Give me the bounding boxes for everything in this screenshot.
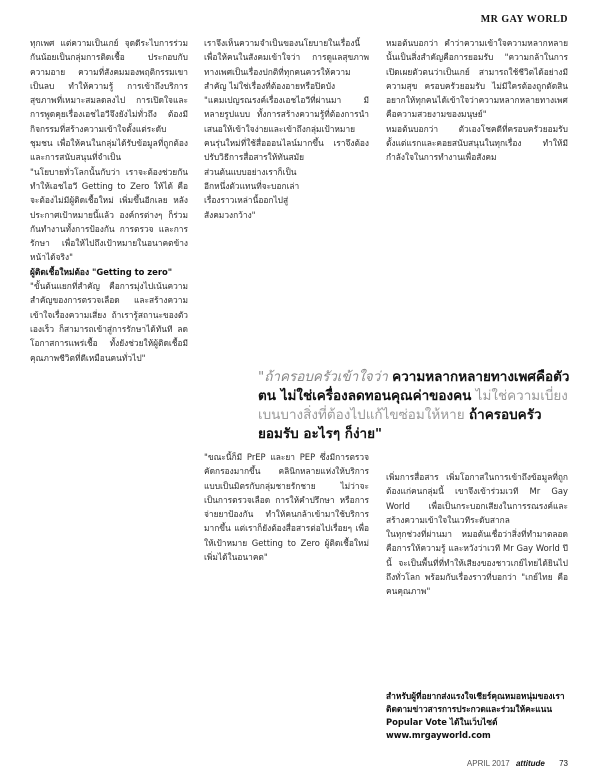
paragraph: ในทุกช่วงที่ผ่านมา หมอต้นเชื่อว่าสิ่งที่ทำมาตลอดคือการให้ความรู้ และหวังว่าเวที Mr Gay World ปีนี้ จะเป็นพื้นที่ที่ทำให้เสียงของชาวเกย์ไทยได้ยินไปถึงทั่วโลก พร้อมกับเรื่องราวที่บอกว่า "เกย์ไทย คือคนคุณภาพ" — [386, 529, 568, 597]
subheading: ผู้ติดเชื้อใหม่ต้อง "Getting to zero" — [30, 266, 173, 277]
paragraph: "ขั้นต้นแยกที่สำคัญ คือการมุ่งไปเน้นความสำคัญของการตรวจเลือด และสร้างความเข้าใจเรื่องความเสี่ยง ถ้าเรารู้สถานะของตัวเองเร็ว ก็สามารถเข้าสู่การรักษาได้ทันที ลดโอกาสการแพร่เชื้อ ทั้งยังช่วยให้ผู้ติดเชื้อมีคุณภาพชีวิตที่ดีเหมือนคนทั่วไป" — [30, 281, 188, 363]
text-column-3-lower — [386, 470, 568, 599]
paragraph: หมอต้นบอกว่า ตัวเองโชคดีที่ครอบครัวยอมรับตั้งแต่แรกและคอยสนับสนุนในทุกเรื่อง ทำให้มีกำลังใจในการทำงานเพื่อสังคม — [386, 123, 568, 163]
website-link[interactable]: www.mrgayworld.com — [386, 730, 491, 740]
paragraph: "แคมเปญรณรงค์เรื่องเอชไอวีที่ผ่านมา มีหลายรูปแบบ ทั้งการสร้างความรู้ที่ต้องการนำเสนอให้เข้าใจง่ายและเข้าถึงกลุ่มเป้าหมาย คนรุ่นใหม่ที่ใช้สื่อออนไลน์มากขึ้น เราจึงต้องปรับวิธีการสื่อสารให้ทันสมัย — [204, 95, 369, 163]
pull-quote-light: ไม่ใช่ความเบี่ยงเบนบางสิ่งที่ต้องไปแก้ไขซ่อมให้หาย — [258, 388, 568, 423]
paragraph: เพิ่มการสื่อสาร เพิ่มโอกาสในการเข้าถึงข้อมูลที่ถูกต้องแก่คนกลุ่มนี้ เขาจึงเข้าร่วมเวที Mr Gay World เพื่อเป็นกระบอกเสียงในการรณรงค์และสร้างความเข้าใจในเวทีระดับสากล — [386, 472, 568, 525]
paragraph: "ขณะนี้ก็มี PrEP และยา PEP ซึ่งมีการตรวจคัดกรองมากขึ้น คลินิกหลายแห่งให้บริการแบบเป็นมิตรกับกลุ่มชายรักชาย ไม่ว่าจะเป็นการตรวจเลือด การให้คำปรึกษา หรือการจ่ายยาป้องกัน ทำให้คนกล้าเข้ามาใช้บริการมากขึ้น แต่เราก็ยังต้องสื่อสารต่อไปเรื่อยๆ เพื่อให้เป้าหมาย Getting to Zero ผู้ติดเชื้อใหม่เพิ่มได้ในอนาคต" — [204, 452, 369, 563]
text-column-2 — [204, 36, 369, 222]
pull-quote-emphasis: ความหลากหลายทางเพศคือตัวตน ไม่ใช่เครื่องลดทอนคุณค่าของคน — [258, 369, 570, 404]
pull-quote-closing: ถ้าครอบครัวยอมรับ อะไรๆ ก็ง่าย" — [258, 407, 542, 442]
text-column-3 — [386, 36, 568, 165]
paragraph: ทุกเพศ แต่ความเป็นเกย์ จุดดีระไบการร่วมกันน้อยเป็นกลุ่มการติดเชื้อ ประกอบกับความอาย ความที่สังคมมองพฤติกรรมเขาเป็นลบ ทำให้ความรู้ การเข้าถึงบริการสุขภาพที่เหมาะสมลดลงไป การเปิดใจและการพูดคุยเรื่องเอชไอวีจึงยังไม่ทั่วถึง ต้องมีกิจกรรมที่สร้างความเข้าใจตั้งแต่ระดับชุมชน เพื่อให้คนในกลุ่มได้รับข้อมูลที่ถูกต้องและการสนับสนุนที่จำเป็น — [30, 38, 188, 163]
pull-quote — [258, 368, 576, 444]
section-header: MR GAY WORLD — [480, 14, 568, 25]
paragraph: "นโยบายทั่วโลกนั้นกับว่า เราจะต้องช่วยกันทำให้เอชไอวี Getting to Zero ให้ได้ คือจะต้องไม่มีผู้ติดเชื้อใหม่ เพิ่มขึ้นอีกเลย หลังประกาศเป้าหมายนี้แล้ว องค์กรต่างๆ ก็ร่วมกันทำงานทั้งการป้องกัน การตรวจ และการรักษา เพื่อให้ไปถึงเป้าหมายในอนาคตข้างหน้าได้จริง" — [30, 166, 188, 263]
text-column-1 — [30, 36, 188, 365]
vote-callout — [386, 690, 568, 742]
text-column-2-lower — [204, 450, 369, 564]
paragraph: เราจึงเห็นความจำเป็นของนโยบายในเรื่องนี้ เพื่อให้คนในสังคมเข้าใจว่า การดูแลสุขภาพทางเพศเป็นเรื่องปกติที่ทุกคนควรให้ความสำคัญ ไม่ใช่เรื่องที่ต้องอายหรือปิดบัง — [204, 38, 369, 91]
magazine-brand: attitude — [515, 759, 545, 768]
paragraph: ส่วนต้นแบบอย่างเราก็เป็นอีกหนึ่งตัวแทนที่จะบอกเล่าเรื่องราวเหล่านี้ออกไปสู่สังคมวงกว้าง" — [204, 166, 300, 220]
vote-callout-text: สำหรับผู้ที่อยากส่งแรงใจเชียร์คุณหมอหนุ่มของเรา ติดตามข่าวสารการประกวดและร่วมให้คะแนน Popular Vote ได้ในเว็บไซต์ — [386, 691, 565, 727]
pull-quote-lead: "ถ้าครอบครัวเข้าใจว่า — [258, 369, 388, 385]
page-number: 73 — [559, 759, 568, 768]
paragraph: หมอต้นบอกว่า คำว่าความเข้าใจความหลากหลายนั้นเป็นสิ่งสำคัญคือการยอมรับ "ความกล้าในการเปิดเผยตัวตนว่าเป็นเกย์ สามารถใช้ชีวิตได้อย่างมีความสุข ครอบครัวยอมรับ ไม่มีใครต้องถูกตัดสิน อยากให้ทุกคนได้เข้าใจว่าความหลากหลายทางเพศคือความสวยงามของมนุษย์" — [386, 38, 568, 120]
page-footer — [467, 759, 568, 768]
issue-date: APRIL 2017 — [466, 759, 510, 768]
